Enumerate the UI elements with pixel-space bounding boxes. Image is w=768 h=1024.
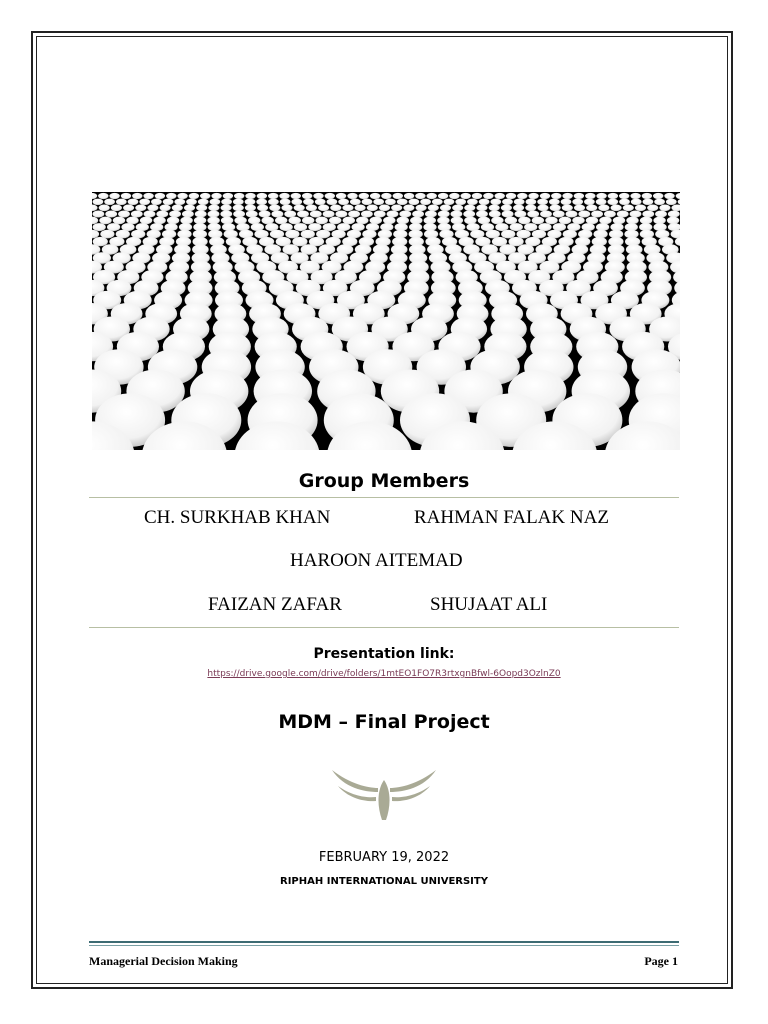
cover-image xyxy=(92,192,680,450)
divider-top xyxy=(89,497,679,498)
cover-photo-icon xyxy=(92,192,680,450)
member-name: SHUJAAT ALI xyxy=(430,594,548,615)
member-name: CH. SURKHAB KHAN xyxy=(144,507,331,528)
presentation-link[interactable]: https://drive.google.com/drive/folders/1mtEO1FO7R3rtxgnBfwl-6Oopd3OzlnZ0 xyxy=(207,669,561,679)
member-name: FAIZAN ZAFAR xyxy=(208,594,342,615)
group-members-heading: Group Members xyxy=(298,470,470,492)
member-name: HAROON AITEMAD xyxy=(290,550,463,571)
presentation-label: Presentation link: xyxy=(313,646,455,662)
footer-page-number: Page 1 xyxy=(644,954,678,968)
university-logo-icon xyxy=(330,766,438,822)
page-border-inner xyxy=(36,36,728,984)
footer-course-title: Managerial Decision Making xyxy=(89,954,238,968)
date: FEBRUARY 19, 2022 xyxy=(318,850,450,865)
footer-divider-thin xyxy=(89,945,679,946)
divider-bottom xyxy=(89,627,679,628)
footer-divider xyxy=(89,941,679,943)
project-title: MDM – Final Project xyxy=(278,711,490,733)
university-name: RIPHAH INTERNATIONAL UNIVERSITY xyxy=(280,876,488,887)
member-name: RAHMAN FALAK NAZ xyxy=(414,507,609,528)
